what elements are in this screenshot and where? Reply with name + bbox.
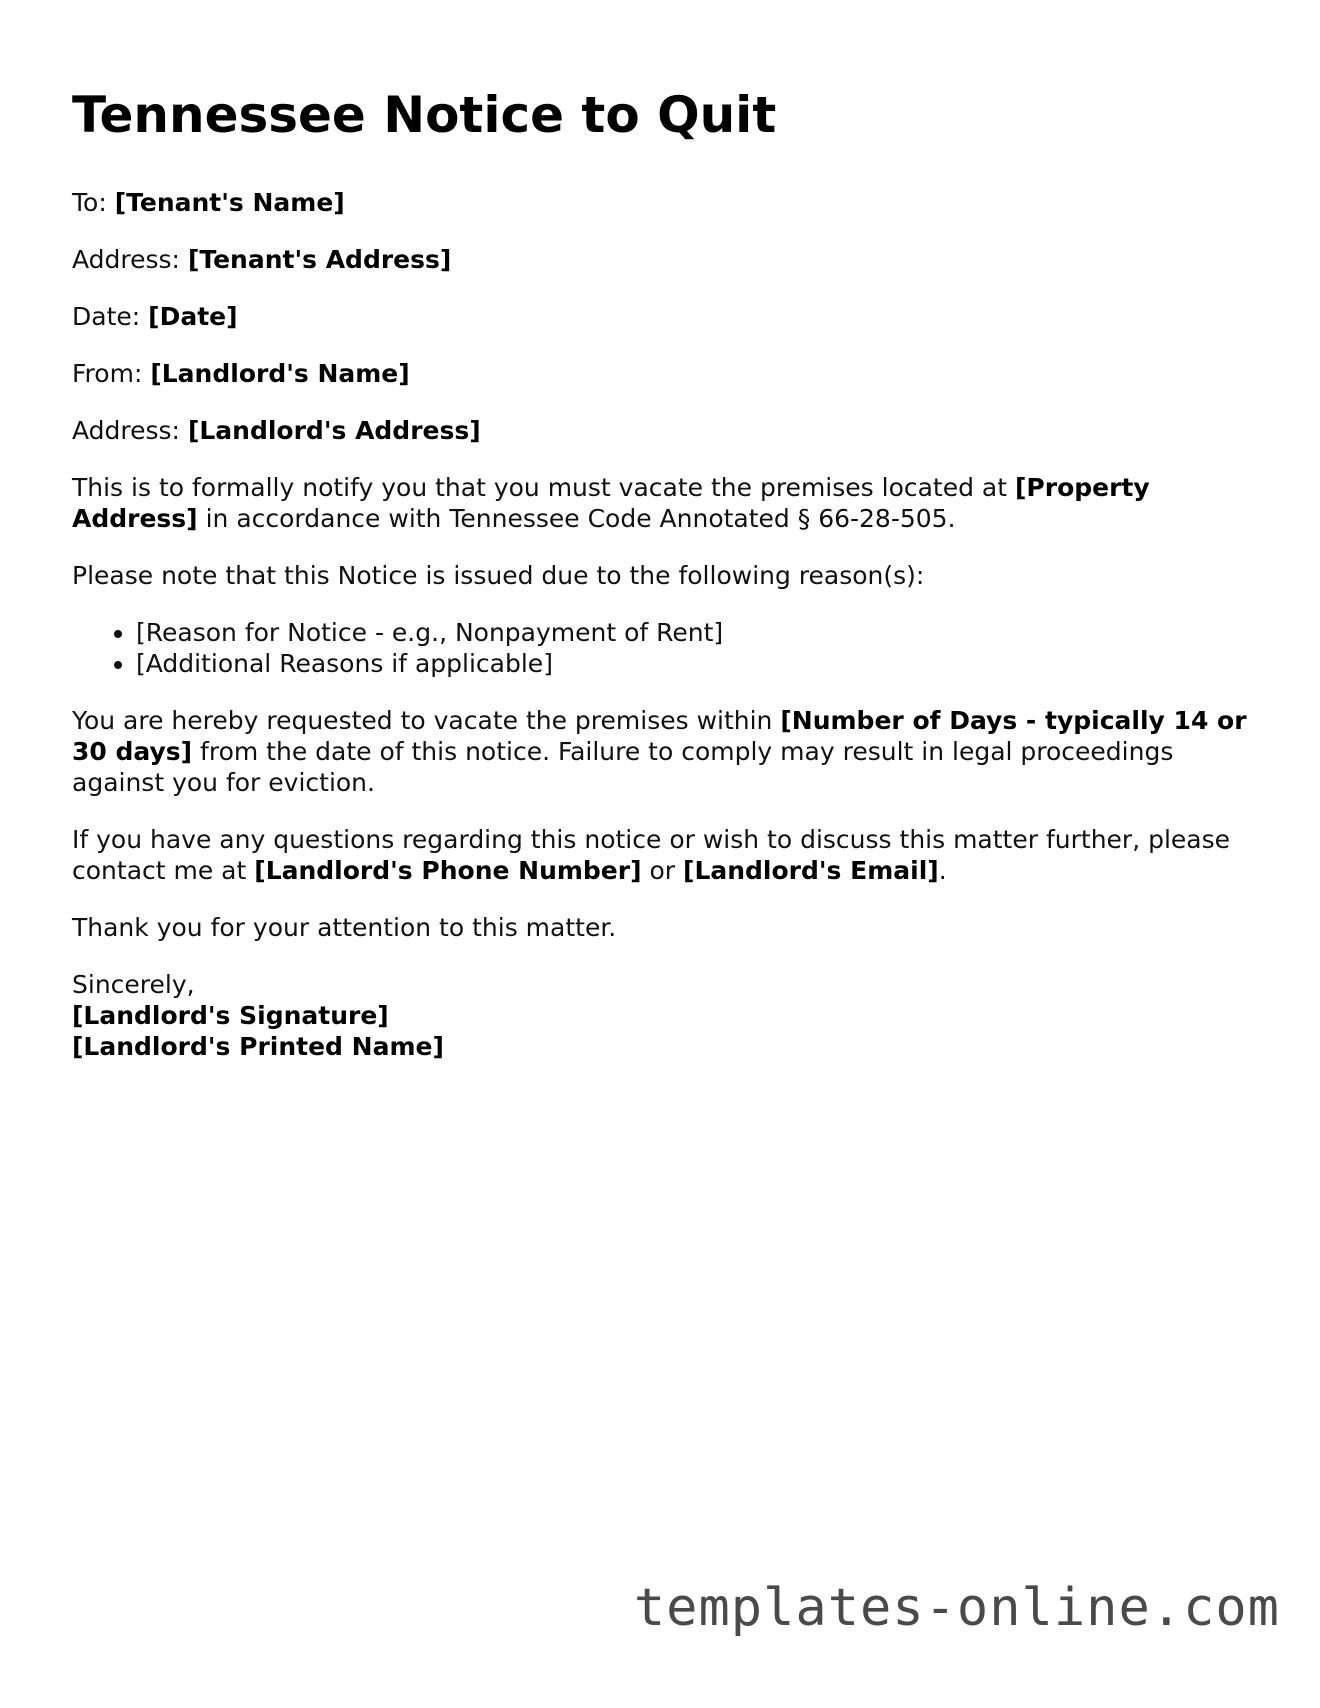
landlord-address-placeholder: [Landlord's Address] bbox=[187, 416, 481, 445]
tenant-name-placeholder: [Tenant's Name] bbox=[114, 188, 345, 217]
tenant-address-label: Address: bbox=[72, 245, 180, 274]
landlord-email-placeholder: [Landlord's Email] bbox=[683, 856, 939, 885]
landlord-printed-name-placeholder: [Landlord's Printed Name] bbox=[72, 1032, 444, 1061]
to-line bbox=[72, 187, 1262, 218]
reason-item: • [Reason for Notice - e.g., Nonpayment of Rent] bbox=[136, 617, 1262, 648]
landlord-address-label: Address: bbox=[72, 416, 180, 445]
document-title: Tennessee Notice to Quit bbox=[72, 86, 777, 144]
vacate-text-before: You are hereby requested to vacate the premises within bbox=[72, 706, 773, 735]
thanks-line: Thank you for your attention to this matter. bbox=[72, 913, 617, 942]
property-address-placeholder: [Property Address] bbox=[72, 473, 1150, 533]
notice-text-after: in accordance with Tennessee Code Annotated § 66-28-505. bbox=[205, 504, 956, 533]
reasons-intro: Please note that this Notice is issued due to the following reason(s): bbox=[72, 561, 925, 590]
closing-salutation: Sincerely, bbox=[72, 970, 195, 999]
tenant-address-placeholder: [Tenant's Address] bbox=[187, 245, 452, 274]
from-label: From: bbox=[72, 359, 143, 388]
contact-paragraph bbox=[72, 824, 1262, 886]
document-page bbox=[72, 88, 1262, 1088]
closing-block bbox=[72, 969, 1262, 1062]
watermark: templates-online.com bbox=[633, 1578, 1280, 1638]
from-line bbox=[72, 358, 1262, 389]
notice-paragraph bbox=[72, 472, 1262, 534]
landlord-signature-placeholder: [Landlord's Signature] bbox=[72, 1001, 389, 1030]
contact-end: . bbox=[938, 856, 947, 885]
contact-text-before: If you have any questions regarding this notice or wish to discuss this matter further, please contact me at bbox=[72, 825, 1231, 885]
date-placeholder: [Date] bbox=[148, 302, 238, 331]
landlord-name-placeholder: [Landlord's Name] bbox=[150, 359, 410, 388]
contact-connector: or bbox=[649, 856, 676, 885]
reason-item: • [Additional Reasons if applicable] bbox=[136, 648, 1262, 679]
number-of-days-placeholder: [Number of Days - typically 14 or 30 days] bbox=[72, 706, 1247, 766]
landlord-phone-placeholder: [Landlord's Phone Number] bbox=[254, 856, 642, 885]
reasons-list bbox=[72, 617, 1262, 679]
vacate-paragraph bbox=[72, 705, 1262, 798]
vacate-text-after: from the date of this notice. Failure to comply may result in legal proceedings against you for eviction. bbox=[72, 737, 1174, 797]
notice-text-before: This is to formally notify you that you must vacate the premises located at bbox=[72, 473, 1008, 502]
date-line bbox=[72, 301, 1262, 332]
date-label: Date: bbox=[72, 302, 141, 331]
to-label: To: bbox=[72, 188, 107, 217]
landlord-address-line bbox=[72, 415, 1262, 446]
tenant-address-line bbox=[72, 244, 1262, 275]
